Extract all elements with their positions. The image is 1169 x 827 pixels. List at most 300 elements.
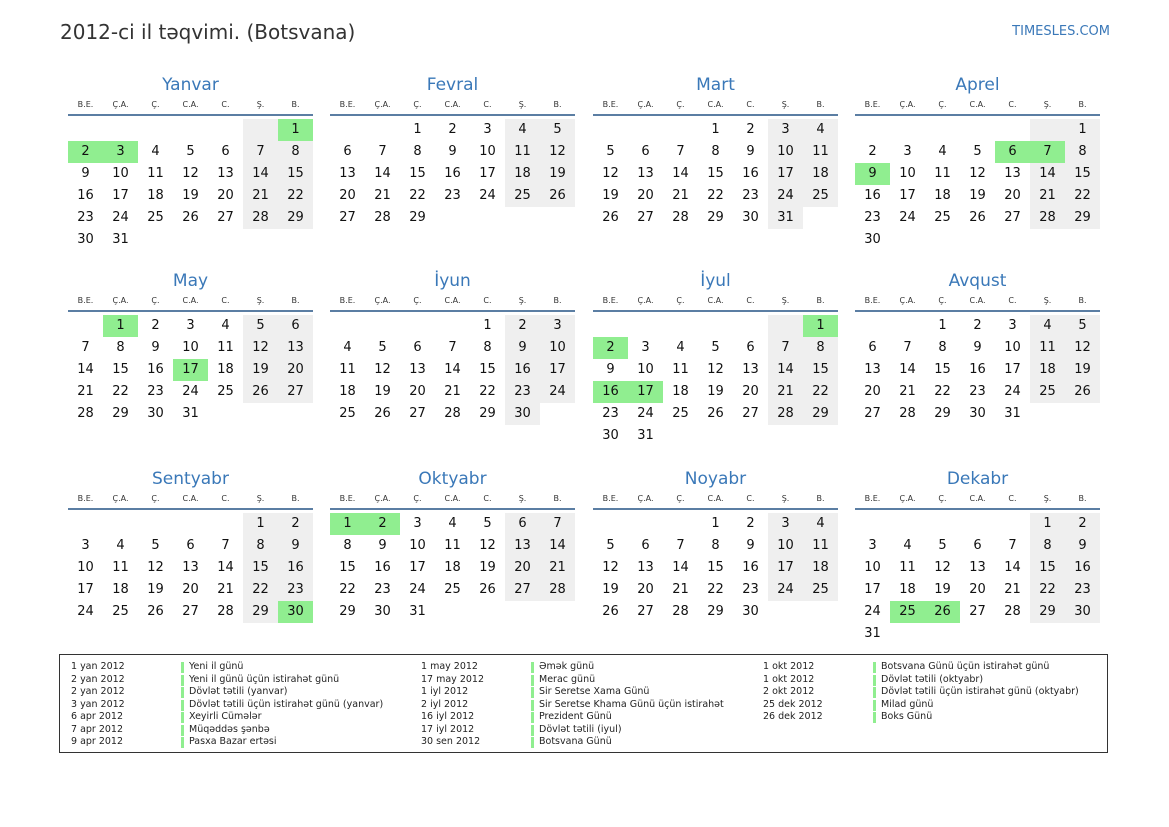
holiday-row <box>71 699 383 712</box>
day-cell: 19 <box>374 384 391 399</box>
day-empty <box>173 119 208 141</box>
day-empty <box>628 315 663 337</box>
day-empty <box>208 229 243 251</box>
day-cell: 15 <box>1030 557 1065 579</box>
holiday-date: 9 apr 2012 <box>71 736 124 747</box>
day-cell: 6 <box>746 340 755 355</box>
day-cell: 26 <box>479 582 496 597</box>
day-cell: 28 <box>672 210 689 225</box>
day-cell: 28 <box>217 604 234 619</box>
day-cell: 16 <box>505 359 540 381</box>
day-cell: 24 <box>77 604 94 619</box>
day-cell: 7 <box>221 538 230 553</box>
day-cell: 22 <box>339 582 356 597</box>
weekday-label: C.A. <box>444 296 461 305</box>
holiday-name: Əmək günü <box>539 661 595 672</box>
day-cell: 8 <box>343 538 352 553</box>
day-cell: 31 <box>637 428 654 443</box>
day-cell: 30 <box>374 604 391 619</box>
day-cell: 11 <box>1030 337 1065 359</box>
weekday-label: C. <box>221 100 230 109</box>
weekday-label: C. <box>1008 296 1017 305</box>
day-empty <box>628 513 663 535</box>
day-cell: 23 <box>147 384 164 399</box>
days-grid <box>855 119 1100 251</box>
weekday-label: Ç. <box>413 296 422 305</box>
day-cell: 23 <box>77 210 94 225</box>
day-cell: 15 <box>803 359 838 381</box>
day-cell: 22 <box>707 582 724 597</box>
month-name: İyul <box>700 271 731 291</box>
days-grid <box>855 513 1100 645</box>
day-cell: 8 <box>413 144 422 159</box>
day-cell: 31 <box>182 406 199 421</box>
day-cell: 20 <box>1004 188 1021 203</box>
weekday-label: C. <box>221 494 230 503</box>
holiday-row <box>71 711 383 724</box>
days-grid <box>68 513 313 623</box>
day-cell: 24 <box>112 210 129 225</box>
day-cell: 13 <box>742 362 759 377</box>
day-cell: 2 <box>151 318 160 333</box>
day-cell: 17 <box>409 560 426 575</box>
day-cell: 10 <box>637 362 654 377</box>
holiday-marker <box>181 662 184 673</box>
day-cell: 16 <box>147 362 164 377</box>
day-cell: 24 <box>540 381 575 403</box>
weekday-header <box>330 294 575 312</box>
day-cell: 11 <box>217 340 234 355</box>
day-cell: 5 <box>1065 315 1100 337</box>
day-cell: 29 <box>934 406 951 421</box>
month-name: May <box>172 271 209 291</box>
day-cell: 9 <box>1065 535 1100 557</box>
day-cell: 15 <box>479 362 496 377</box>
weekday-label: Ç. <box>938 296 947 305</box>
day-empty <box>663 513 698 535</box>
day-cell: 4 <box>903 538 912 553</box>
day-cell: 1 <box>1030 513 1065 535</box>
month-name: Yanvar <box>162 75 219 95</box>
day-cell: 28 <box>672 604 689 619</box>
holiday-row <box>71 674 383 687</box>
holiday-marker <box>181 700 184 711</box>
day-cell: 10 <box>768 535 803 557</box>
day-empty <box>698 425 733 447</box>
weekday-label: B. <box>1078 494 1087 503</box>
day-cell: 28 <box>77 406 94 421</box>
day-cell: 26 <box>147 604 164 619</box>
holiday-marker <box>873 687 876 698</box>
day-cell: 11 <box>505 141 540 163</box>
day-empty <box>995 229 1030 251</box>
day-cell: 21 <box>1004 582 1021 597</box>
day-empty <box>138 229 173 251</box>
day-cell: 27 <box>637 210 654 225</box>
day-cell: 14 <box>243 163 278 185</box>
day-cell: 26 <box>540 185 575 207</box>
weekday-label: Ç.A. <box>899 494 916 503</box>
weekday-label: C. <box>1008 100 1017 109</box>
holiday-date: 2 yan 2012 <box>71 686 125 697</box>
weekday-label: Ç. <box>938 100 947 109</box>
day-cell: 13 <box>637 166 654 181</box>
holiday-row <box>421 711 724 724</box>
holiday-day: 3 <box>103 141 138 163</box>
day-cell: 29 <box>1065 207 1100 229</box>
day-cell: 2 <box>973 318 982 333</box>
holiday-day: 25 <box>890 601 925 623</box>
holiday-day: 9 <box>855 163 890 185</box>
weekday-label: B. <box>553 296 562 305</box>
day-cell: 22 <box>803 381 838 403</box>
site-link[interactable]: TIMESLES.COM <box>1012 24 1110 39</box>
day-cell: 17 <box>864 582 881 597</box>
day-empty <box>505 207 540 229</box>
weekday-label: C. <box>746 494 755 503</box>
day-cell: 25 <box>444 582 461 597</box>
day-empty <box>698 315 733 337</box>
day-cell: 6 <box>413 340 422 355</box>
day-cell: 6 <box>221 144 230 159</box>
day-cell: 29 <box>339 604 356 619</box>
day-cell: 7 <box>1008 538 1017 553</box>
day-cell: 14 <box>217 560 234 575</box>
day-cell: 21 <box>768 381 803 403</box>
weekday-header <box>593 98 838 116</box>
day-cell: 24 <box>409 582 426 597</box>
day-cell: 18 <box>505 163 540 185</box>
day-cell: 14 <box>77 362 94 377</box>
day-empty <box>365 315 400 337</box>
weekday-label: B.E. <box>339 494 356 503</box>
day-cell: 26 <box>969 210 986 225</box>
holiday-day: 16 <box>593 381 628 403</box>
weekday-label: B.E. <box>339 296 356 305</box>
weekday-label: C.A. <box>969 494 986 503</box>
day-cell: 28 <box>899 406 916 421</box>
holiday-row <box>763 661 1079 674</box>
day-cell: 10 <box>1004 340 1021 355</box>
holiday-marker <box>181 712 184 723</box>
month-calendar <box>593 74 838 229</box>
day-empty <box>208 403 243 425</box>
day-cell: 1 <box>1065 119 1100 141</box>
day-cell: 27 <box>864 406 881 421</box>
day-cell: 27 <box>505 579 540 601</box>
weekday-label: C.A. <box>182 296 199 305</box>
day-cell: 21 <box>1030 185 1065 207</box>
day-cell: 4 <box>116 538 125 553</box>
day-empty <box>1030 119 1065 141</box>
weekday-label: Ç.A. <box>637 494 654 503</box>
weekday-label: C.A. <box>444 494 461 503</box>
day-empty <box>890 623 925 645</box>
day-cell: 1 <box>711 122 720 137</box>
day-empty <box>890 229 925 251</box>
day-cell: 13 <box>278 337 313 359</box>
day-cell: 8 <box>711 144 720 159</box>
day-cell: 11 <box>899 560 916 575</box>
weekday-label: B.E. <box>339 100 356 109</box>
holiday-name: Dövlət tətili (oktyabr) <box>881 673 984 685</box>
day-empty <box>330 119 365 141</box>
day-cell: 26 <box>602 210 619 225</box>
day-cell: 10 <box>479 144 496 159</box>
weekday-header <box>855 492 1100 510</box>
day-cell: 16 <box>742 166 759 181</box>
holiday-marker <box>531 687 534 698</box>
weekday-label: Ç. <box>413 100 422 109</box>
day-cell: 29 <box>112 406 129 421</box>
holiday-name: Milad günü <box>881 698 934 710</box>
day-cell: 8 <box>711 538 720 553</box>
day-cell: 22 <box>707 188 724 203</box>
day-cell: 8 <box>1030 535 1065 557</box>
day-cell: 17 <box>1004 362 1021 377</box>
day-empty <box>470 601 505 623</box>
day-empty <box>103 119 138 141</box>
day-cell: 30 <box>742 210 759 225</box>
day-cell: 22 <box>934 384 951 399</box>
day-cell: 4 <box>676 340 685 355</box>
holiday-name: Dövlət tətili üçün istirahət günü (yanvar) <box>189 698 384 710</box>
day-cell: 25 <box>803 579 838 601</box>
day-cell: 11 <box>147 166 164 181</box>
month-calendar <box>855 468 1100 645</box>
day-empty <box>960 229 995 251</box>
day-cell: 21 <box>217 582 234 597</box>
day-cell: 3 <box>1008 318 1017 333</box>
weekday-label: C. <box>746 100 755 109</box>
day-cell: 20 <box>278 359 313 381</box>
month-name: Noyabr <box>684 469 747 489</box>
month-calendar <box>68 270 313 425</box>
day-cell: 21 <box>77 384 94 399</box>
month-name: Aprel <box>955 75 1000 95</box>
weekday-label: Ç. <box>151 494 160 503</box>
weekday-label: Ç.A. <box>899 100 916 109</box>
holiday-date: 6 apr 2012 <box>71 711 124 722</box>
day-cell: 30 <box>77 232 94 247</box>
day-empty <box>663 425 698 447</box>
day-cell: 21 <box>540 557 575 579</box>
day-empty <box>960 623 995 645</box>
weekday-header <box>593 294 838 312</box>
day-cell: 27 <box>969 604 986 619</box>
holiday-row <box>71 736 383 749</box>
holiday-marker <box>181 725 184 736</box>
day-cell: 30 <box>969 406 986 421</box>
holiday-day: 26 <box>925 601 960 623</box>
day-cell: 2 <box>746 516 755 531</box>
day-cell: 23 <box>969 384 986 399</box>
weekday-header <box>330 492 575 510</box>
day-cell: 10 <box>182 340 199 355</box>
day-cell: 26 <box>707 406 724 421</box>
day-cell: 16 <box>969 362 986 377</box>
weekday-label: C. <box>483 100 492 109</box>
day-cell: 5 <box>973 144 982 159</box>
day-cell: 8 <box>116 340 125 355</box>
day-empty <box>173 229 208 251</box>
day-cell: 8 <box>278 141 313 163</box>
day-empty <box>365 119 400 141</box>
day-cell: 21 <box>672 582 689 597</box>
month-calendar <box>68 468 313 623</box>
holiday-row <box>421 674 724 687</box>
day-empty <box>278 403 313 425</box>
day-cell: 23 <box>505 381 540 403</box>
day-cell: 23 <box>278 579 313 601</box>
day-cell: 13 <box>505 535 540 557</box>
day-cell: 8 <box>243 535 278 557</box>
day-cell: 27 <box>278 381 313 403</box>
holiday-day: 1 <box>103 315 138 337</box>
month-name: Oktyabr <box>418 469 487 489</box>
day-empty <box>208 513 243 535</box>
holiday-day: 1 <box>278 119 313 141</box>
day-cell: 24 <box>768 579 803 601</box>
day-empty <box>890 119 925 141</box>
weekday-label: Ş. <box>518 296 527 305</box>
day-empty <box>960 513 995 535</box>
day-cell: 23 <box>864 210 881 225</box>
day-cell: 27 <box>637 604 654 619</box>
day-cell: 9 <box>746 538 755 553</box>
day-cell: 19 <box>147 582 164 597</box>
month-calendar <box>593 270 838 447</box>
day-cell: 12 <box>934 560 951 575</box>
holiday-date: 3 yan 2012 <box>71 698 125 710</box>
day-cell: 4 <box>1030 315 1065 337</box>
day-empty <box>733 315 768 337</box>
weekday-label: B.E. <box>864 494 881 503</box>
day-cell: 7 <box>243 141 278 163</box>
holiday-name: Sir Seretse Xama Günü <box>539 686 650 697</box>
weekday-label: Ş. <box>1043 296 1052 305</box>
day-cell: 11 <box>803 535 838 557</box>
day-cell: 18 <box>444 560 461 575</box>
day-cell: 27 <box>217 210 234 225</box>
day-cell: 24 <box>864 604 881 619</box>
weekday-label: Ş. <box>1043 100 1052 109</box>
day-cell: 23 <box>742 188 759 203</box>
weekday-label: Ş. <box>518 494 527 503</box>
weekday-label: Ç.A. <box>374 296 391 305</box>
day-cell: 31 <box>768 207 803 229</box>
weekday-label: B.E. <box>77 100 94 109</box>
day-cell: 31 <box>112 232 129 247</box>
day-cell: 24 <box>899 210 916 225</box>
holiday-column <box>763 661 1079 724</box>
holiday-row <box>71 661 383 674</box>
day-empty <box>925 119 960 141</box>
weekday-label: Ç. <box>676 296 685 305</box>
day-cell: 10 <box>899 166 916 181</box>
day-cell: 27 <box>409 406 426 421</box>
day-cell: 13 <box>182 560 199 575</box>
day-empty <box>855 315 890 337</box>
day-cell: 14 <box>1004 560 1021 575</box>
holiday-marker <box>873 662 876 673</box>
day-cell: 7 <box>448 340 457 355</box>
holiday-day: 2 <box>593 337 628 359</box>
day-cell: 6 <box>973 538 982 553</box>
day-cell: 4 <box>448 516 457 531</box>
weekday-label: Ş. <box>781 100 790 109</box>
day-cell: 3 <box>483 122 492 137</box>
day-cell: 18 <box>672 384 689 399</box>
holiday-marker <box>531 662 534 673</box>
holiday-marker <box>873 712 876 723</box>
day-cell: 15 <box>409 166 426 181</box>
holiday-marker <box>873 675 876 686</box>
month-name: Sentyabr <box>152 469 229 489</box>
day-cell: 12 <box>182 166 199 181</box>
holiday-row <box>763 699 1079 712</box>
day-cell: 10 <box>112 166 129 181</box>
holiday-row <box>763 686 1079 699</box>
day-cell: 12 <box>147 560 164 575</box>
day-cell: 5 <box>186 144 195 159</box>
holiday-row <box>763 674 1079 687</box>
day-cell: 30 <box>742 604 759 619</box>
holiday-name: Pasxa Bazar ertəsi <box>189 736 277 747</box>
day-cell: 3 <box>186 318 195 333</box>
day-cell: 29 <box>409 210 426 225</box>
weekday-label: C.A. <box>182 494 199 503</box>
day-empty <box>890 513 925 535</box>
day-cell: 25 <box>505 185 540 207</box>
days-grid <box>855 315 1100 425</box>
day-cell: 6 <box>505 513 540 535</box>
day-cell: 22 <box>112 384 129 399</box>
day-cell: 30 <box>147 406 164 421</box>
weekday-label: Ş. <box>256 100 265 109</box>
weekday-label: B. <box>1078 296 1087 305</box>
day-cell: 3 <box>768 513 803 535</box>
holiday-row <box>763 711 1079 724</box>
weekday-label: Ç.A. <box>374 494 391 503</box>
day-cell: 19 <box>707 384 724 399</box>
holiday-list <box>59 654 1108 753</box>
weekday-header <box>68 294 313 312</box>
day-cell: 23 <box>444 188 461 203</box>
holiday-date: 2 iyl 2012 <box>421 698 469 710</box>
holiday-day: 17 <box>173 359 208 381</box>
day-empty <box>768 601 803 623</box>
weekday-label: B.E. <box>864 296 881 305</box>
day-cell: 8 <box>938 340 947 355</box>
holiday-row <box>421 736 724 749</box>
month-calendar <box>330 74 575 229</box>
day-empty <box>173 513 208 535</box>
day-cell: 30 <box>602 428 619 443</box>
day-cell: 25 <box>147 210 164 225</box>
day-cell: 28 <box>374 210 391 225</box>
day-cell: 31 <box>409 604 426 619</box>
weekday-label: Ç.A. <box>112 100 129 109</box>
weekday-label: B.E. <box>602 296 619 305</box>
day-empty <box>803 601 838 623</box>
weekday-label: B. <box>816 100 825 109</box>
holiday-name: Dövlət tətili (iyul) <box>539 723 622 735</box>
weekday-label: C. <box>483 296 492 305</box>
day-cell: 10 <box>77 560 94 575</box>
day-cell: 10 <box>409 538 426 553</box>
weekday-label: Ç. <box>151 296 160 305</box>
